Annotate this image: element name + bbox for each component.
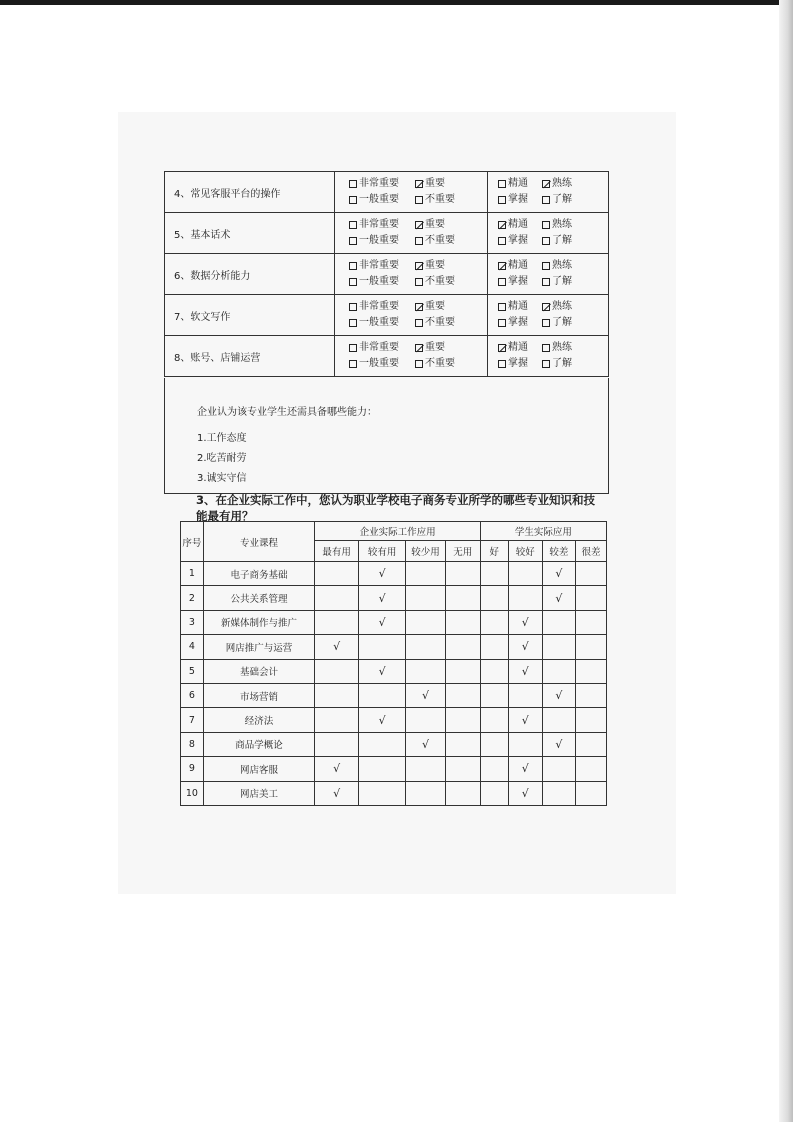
enterprise-cell[interactable] xyxy=(358,659,406,683)
checkbox-icon xyxy=(349,344,357,352)
check-mark-icon: √ xyxy=(521,762,529,776)
student-cell[interactable] xyxy=(542,659,575,683)
checkbox-label: 精通 xyxy=(508,301,528,312)
enterprise-cell[interactable] xyxy=(406,708,445,732)
student-cell[interactable] xyxy=(480,781,508,805)
checkbox-label: 不重要 xyxy=(425,235,455,246)
checkbox-label: 非常重要 xyxy=(359,342,399,353)
enterprise-cell[interactable] xyxy=(406,781,445,805)
checkbox-label: 熟练 xyxy=(552,219,572,230)
checked-box-icon xyxy=(542,180,550,188)
student-cell[interactable] xyxy=(480,708,508,732)
level-options xyxy=(488,254,609,295)
course-index: 10 xyxy=(181,781,204,805)
enterprise-cell[interactable] xyxy=(406,683,445,707)
enterprise-cell[interactable] xyxy=(315,757,358,781)
checkbox-option[interactable] xyxy=(542,192,586,208)
checkbox-label: 一般重要 xyxy=(359,194,399,205)
checkbox-icon xyxy=(415,196,423,204)
enterprise-cell[interactable] xyxy=(406,586,445,610)
student-cell[interactable] xyxy=(542,635,575,659)
checkbox-label: 了解 xyxy=(552,194,572,205)
checkbox-label: 掌握 xyxy=(508,235,528,246)
question-3-line1: 3、在企业实际工作中，您认为职业学校电子商务专业所学的哪些专业知识和技 xyxy=(196,493,595,507)
checkbox-option[interactable] xyxy=(415,340,481,356)
check-mark-icon: √ xyxy=(555,689,563,703)
question-3-title xyxy=(196,492,616,524)
student-cell[interactable] xyxy=(508,562,542,586)
checkbox-icon xyxy=(498,237,506,245)
student-cell[interactable] xyxy=(575,708,606,732)
checkbox-option[interactable] xyxy=(415,299,481,315)
student-cell[interactable] xyxy=(542,708,575,732)
student-cell[interactable] xyxy=(508,683,542,707)
checkbox-label: 精通 xyxy=(508,342,528,353)
skill-row xyxy=(165,254,609,295)
checkbox-label: 熟练 xyxy=(552,301,572,312)
course-row xyxy=(181,610,607,634)
top-scan-edge xyxy=(0,0,793,5)
enterprise-cell[interactable] xyxy=(406,610,445,634)
notes-item: 2.吃苦耐劳 xyxy=(197,453,247,464)
course-name: 网店客服 xyxy=(203,757,315,781)
checkbox-label: 不重要 xyxy=(425,358,455,369)
checkbox-option[interactable] xyxy=(542,233,586,249)
checkbox-label: 不重要 xyxy=(425,317,455,328)
skill-row xyxy=(165,213,609,254)
importance-options xyxy=(335,295,488,336)
checkbox-option[interactable] xyxy=(415,192,481,208)
enterprise-cell[interactable] xyxy=(445,635,480,659)
header-enterprise-group: 企业实际工作应用 xyxy=(315,522,480,541)
student-cell[interactable] xyxy=(480,659,508,683)
header-index: 序号 xyxy=(181,522,204,562)
course-row xyxy=(181,732,607,756)
student-cell[interactable] xyxy=(542,586,575,610)
student-cell[interactable] xyxy=(480,732,508,756)
checkbox-icon xyxy=(498,196,506,204)
enterprise-cell[interactable] xyxy=(358,610,406,634)
checkbox-icon xyxy=(415,237,423,245)
course-row xyxy=(181,781,607,805)
enterprise-cell[interactable] xyxy=(315,586,358,610)
checked-box-icon xyxy=(415,303,423,311)
checkbox-option[interactable] xyxy=(498,356,542,372)
student-cell[interactable] xyxy=(542,562,575,586)
check-mark-icon: √ xyxy=(521,713,529,727)
checkbox-label: 了解 xyxy=(552,276,572,287)
course-index: 1 xyxy=(181,562,204,586)
course-name: 市场营销 xyxy=(203,683,315,707)
course-name: 电子商务基础 xyxy=(203,562,315,586)
checkbox-label: 了解 xyxy=(552,235,572,246)
enterprise-cell[interactable] xyxy=(358,781,406,805)
importance-options xyxy=(335,254,488,295)
enterprise-cell[interactable] xyxy=(445,757,480,781)
student-cell[interactable] xyxy=(542,683,575,707)
checkbox-icon xyxy=(542,221,550,229)
header-student-col: 好 xyxy=(480,541,508,562)
checked-box-icon xyxy=(415,221,423,229)
enterprise-cell[interactable] xyxy=(445,562,480,586)
check-mark-icon: √ xyxy=(521,786,529,800)
checkbox-icon xyxy=(498,360,506,368)
checkbox-option[interactable] xyxy=(542,356,586,372)
student-cell[interactable] xyxy=(575,586,606,610)
student-cell[interactable] xyxy=(480,562,508,586)
level-options xyxy=(488,295,609,336)
enterprise-cell[interactable] xyxy=(358,683,406,707)
course-row xyxy=(181,586,607,610)
enterprise-cell[interactable] xyxy=(406,732,445,756)
skill-name: 8、账号、店铺运营 xyxy=(165,336,335,377)
student-cell[interactable] xyxy=(575,659,606,683)
header-student-group: 学生实际应用 xyxy=(480,522,606,541)
enterprise-cell[interactable] xyxy=(315,732,358,756)
enterprise-cell[interactable] xyxy=(406,757,445,781)
student-cell[interactable] xyxy=(575,683,606,707)
course-index: 5 xyxy=(181,659,204,683)
student-cell[interactable] xyxy=(508,708,542,732)
checkbox-option[interactable] xyxy=(349,233,415,249)
check-mark-icon: √ xyxy=(378,567,386,581)
check-mark-icon: √ xyxy=(333,640,341,654)
student-cell[interactable] xyxy=(575,610,606,634)
enterprise-cell[interactable] xyxy=(445,586,480,610)
level-options xyxy=(488,336,609,377)
checkbox-option[interactable] xyxy=(542,299,586,315)
header-enterprise-col: 较少用 xyxy=(406,541,445,562)
checkbox-icon xyxy=(349,303,357,311)
checkbox-label: 掌握 xyxy=(508,317,528,328)
checkbox-icon xyxy=(349,262,357,270)
checkbox-option[interactable] xyxy=(349,176,415,192)
checkbox-icon xyxy=(542,237,550,245)
checkbox-label: 了解 xyxy=(552,358,572,369)
course-name: 网店美工 xyxy=(203,781,315,805)
student-cell[interactable] xyxy=(575,635,606,659)
enterprise-cell[interactable] xyxy=(406,659,445,683)
course-row xyxy=(181,562,607,586)
skills-table xyxy=(164,171,609,377)
check-mark-icon: √ xyxy=(521,664,529,678)
enterprise-cell[interactable] xyxy=(358,586,406,610)
enterprise-cell[interactable] xyxy=(406,635,445,659)
check-mark-icon: √ xyxy=(378,664,386,678)
checkbox-option[interactable] xyxy=(349,340,415,356)
enterprise-cell[interactable] xyxy=(358,708,406,732)
student-cell[interactable] xyxy=(508,781,542,805)
enterprise-cell[interactable] xyxy=(445,610,480,634)
student-cell[interactable] xyxy=(480,635,508,659)
checkbox-label: 不重要 xyxy=(425,276,455,287)
course-name: 基础会计 xyxy=(203,659,315,683)
skill-name: 4、常见客服平台的操作 xyxy=(165,172,335,213)
checkbox-option[interactable] xyxy=(498,176,542,192)
course-index: 4 xyxy=(181,635,204,659)
checkbox-icon xyxy=(349,196,357,204)
check-mark-icon: √ xyxy=(521,615,529,629)
checkbox-icon xyxy=(542,196,550,204)
checkbox-label: 了解 xyxy=(552,317,572,328)
student-cell[interactable] xyxy=(542,732,575,756)
checkbox-option[interactable] xyxy=(349,274,415,290)
checked-box-icon xyxy=(415,344,423,352)
checkbox-option[interactable] xyxy=(349,299,415,315)
checkbox-label: 一般重要 xyxy=(359,276,399,287)
checkbox-label: 精通 xyxy=(508,178,528,189)
skill-row xyxy=(165,295,609,336)
checkbox-icon xyxy=(349,237,357,245)
checkbox-label: 一般重要 xyxy=(359,235,399,246)
checkbox-option[interactable] xyxy=(498,192,542,208)
checkbox-option[interactable] xyxy=(498,217,542,233)
checkbox-icon xyxy=(349,221,357,229)
checkbox-option[interactable] xyxy=(498,299,542,315)
checkbox-label: 非常重要 xyxy=(359,260,399,271)
checkbox-option[interactable] xyxy=(542,217,586,233)
checkbox-label: 重要 xyxy=(425,178,445,189)
checkbox-label: 掌握 xyxy=(508,358,528,369)
student-cell[interactable] xyxy=(542,781,575,805)
course-row xyxy=(181,683,607,707)
course-row xyxy=(181,635,607,659)
skill-name: 6、数据分析能力 xyxy=(165,254,335,295)
course-index: 7 xyxy=(181,708,204,732)
checked-box-icon xyxy=(498,344,506,352)
student-cell[interactable] xyxy=(480,586,508,610)
course-name: 商品学概论 xyxy=(203,732,315,756)
student-cell[interactable] xyxy=(542,757,575,781)
check-mark-icon: √ xyxy=(521,640,529,654)
checkbox-label: 重要 xyxy=(425,301,445,312)
checkbox-option[interactable] xyxy=(542,340,586,356)
checkbox-option[interactable] xyxy=(415,176,481,192)
student-cell[interactable] xyxy=(480,683,508,707)
checkbox-label: 掌握 xyxy=(508,194,528,205)
checkbox-label: 熟练 xyxy=(552,178,572,189)
course-index: 8 xyxy=(181,732,204,756)
student-cell[interactable] xyxy=(575,781,606,805)
checkbox-label: 非常重要 xyxy=(359,178,399,189)
course-index: 6 xyxy=(181,683,204,707)
course-row xyxy=(181,659,607,683)
checkbox-label: 重要 xyxy=(425,342,445,353)
enterprise-cell[interactable] xyxy=(445,708,480,732)
skill-row xyxy=(165,336,609,377)
checkbox-option[interactable] xyxy=(349,356,415,372)
checkbox-option[interactable] xyxy=(542,315,586,331)
header-enterprise-col: 较有用 xyxy=(358,541,406,562)
checkbox-icon xyxy=(498,303,506,311)
header-student-col: 很差 xyxy=(575,541,606,562)
checkbox-option[interactable] xyxy=(415,274,481,290)
checked-box-icon xyxy=(498,262,506,270)
student-cell[interactable] xyxy=(542,610,575,634)
enterprise-cell[interactable] xyxy=(315,610,358,634)
enterprise-cell[interactable] xyxy=(358,562,406,586)
skill-name: 5、基本话术 xyxy=(165,213,335,254)
enterprise-cell[interactable] xyxy=(358,635,406,659)
course-name: 新媒体制作与推广 xyxy=(203,610,315,634)
checkbox-icon xyxy=(498,319,506,327)
enterprise-cell[interactable] xyxy=(445,659,480,683)
checkbox-option[interactable] xyxy=(498,274,542,290)
checkbox-label: 重要 xyxy=(425,260,445,271)
checkbox-icon xyxy=(542,278,550,286)
enterprise-cell[interactable] xyxy=(445,683,480,707)
student-cell[interactable] xyxy=(480,757,508,781)
checkbox-label: 掌握 xyxy=(508,276,528,287)
check-mark-icon: √ xyxy=(555,567,563,581)
enterprise-cell[interactable] xyxy=(315,659,358,683)
checkbox-icon xyxy=(542,360,550,368)
question-3-line2: 能最有用？ xyxy=(196,509,254,523)
header-enterprise-col: 最有用 xyxy=(315,541,358,562)
enterprise-cell[interactable] xyxy=(406,562,445,586)
checkbox-label: 不重要 xyxy=(425,194,455,205)
importance-options xyxy=(335,172,488,213)
enterprise-cell[interactable] xyxy=(315,562,358,586)
checkbox-option[interactable] xyxy=(542,274,586,290)
header-course: 专业课程 xyxy=(203,522,315,562)
enterprise-cell[interactable] xyxy=(315,708,358,732)
checkbox-option[interactable] xyxy=(498,233,542,249)
student-cell[interactable] xyxy=(480,610,508,634)
check-mark-icon: √ xyxy=(333,762,341,776)
notes-box xyxy=(164,378,609,494)
checkbox-label: 精通 xyxy=(508,260,528,271)
checkbox-option[interactable] xyxy=(349,315,415,331)
header-enterprise-col: 无用 xyxy=(445,541,480,562)
header-student-col: 较好 xyxy=(508,541,542,562)
checkbox-icon xyxy=(542,319,550,327)
checkbox-option[interactable] xyxy=(498,315,542,331)
checkbox-option[interactable] xyxy=(349,258,415,274)
skill-row xyxy=(165,172,609,213)
checked-box-icon xyxy=(498,221,506,229)
checkbox-option[interactable] xyxy=(415,356,481,372)
level-options xyxy=(488,213,609,254)
check-mark-icon: √ xyxy=(333,786,341,800)
check-mark-icon: √ xyxy=(378,713,386,727)
checkbox-option[interactable] xyxy=(542,258,586,274)
checkbox-option[interactable] xyxy=(498,258,542,274)
student-cell[interactable] xyxy=(508,586,542,610)
checkbox-icon xyxy=(498,278,506,286)
importance-options xyxy=(335,213,488,254)
notes-title: 企业认为该专业学生还需具备哪些能力： xyxy=(197,407,377,418)
checked-box-icon xyxy=(415,180,423,188)
course-name: 网店推广与运营 xyxy=(203,635,315,659)
check-mark-icon: √ xyxy=(555,591,563,605)
checkbox-label: 非常重要 xyxy=(359,301,399,312)
checkbox-option[interactable] xyxy=(415,217,481,233)
checked-box-icon xyxy=(542,303,550,311)
student-cell[interactable] xyxy=(575,562,606,586)
checkbox-label: 非常重要 xyxy=(359,219,399,230)
checkbox-label: 熟练 xyxy=(552,342,572,353)
checkbox-option[interactable] xyxy=(415,233,481,249)
checkbox-icon xyxy=(415,360,423,368)
notes-item: 1.工作态度 xyxy=(197,433,247,444)
student-cell[interactable] xyxy=(508,659,542,683)
checkbox-label: 一般重要 xyxy=(359,317,399,328)
notes-item: 3.诚实守信 xyxy=(197,473,247,484)
check-mark-icon: √ xyxy=(378,591,386,605)
checkbox-option[interactable] xyxy=(542,176,586,192)
checkbox-icon xyxy=(415,278,423,286)
course-index: 9 xyxy=(181,757,204,781)
student-cell[interactable] xyxy=(508,635,542,659)
student-cell[interactable] xyxy=(508,732,542,756)
student-cell[interactable] xyxy=(575,757,606,781)
course-row xyxy=(181,757,607,781)
right-scan-edge xyxy=(779,0,793,1122)
enterprise-cell[interactable] xyxy=(315,635,358,659)
checkbox-icon xyxy=(498,180,506,188)
checkbox-label: 一般重要 xyxy=(359,358,399,369)
checkbox-option[interactable] xyxy=(498,340,542,356)
check-mark-icon: √ xyxy=(378,615,386,629)
checkbox-icon xyxy=(349,360,357,368)
checkbox-icon xyxy=(542,262,550,270)
checkbox-icon xyxy=(415,319,423,327)
course-name: 公共关系管理 xyxy=(203,586,315,610)
enterprise-cell[interactable] xyxy=(358,757,406,781)
course-row xyxy=(181,708,607,732)
courses-table xyxy=(180,521,607,806)
enterprise-cell[interactable] xyxy=(445,732,480,756)
level-options xyxy=(488,172,609,213)
checkbox-option[interactable] xyxy=(415,315,481,331)
checkbox-icon xyxy=(349,278,357,286)
check-mark-icon: √ xyxy=(421,689,429,703)
checkbox-option[interactable] xyxy=(349,217,415,233)
enterprise-cell[interactable] xyxy=(315,781,358,805)
header-student-col: 较差 xyxy=(542,541,575,562)
checkbox-icon xyxy=(542,344,550,352)
checked-box-icon xyxy=(415,262,423,270)
importance-options xyxy=(335,336,488,377)
enterprise-cell[interactable] xyxy=(315,683,358,707)
student-cell[interactable] xyxy=(508,757,542,781)
checkbox-option[interactable] xyxy=(415,258,481,274)
student-cell[interactable] xyxy=(575,732,606,756)
checkbox-label: 重要 xyxy=(425,219,445,230)
skill-name: 7、软文写作 xyxy=(165,295,335,336)
checkbox-option[interactable] xyxy=(349,192,415,208)
enterprise-cell[interactable] xyxy=(358,732,406,756)
course-name: 经济法 xyxy=(203,708,315,732)
student-cell[interactable] xyxy=(508,610,542,634)
checkbox-label: 熟练 xyxy=(552,260,572,271)
checkbox-icon xyxy=(349,180,357,188)
checkbox-label: 精通 xyxy=(508,219,528,230)
course-index: 2 xyxy=(181,586,204,610)
check-mark-icon: √ xyxy=(555,737,563,751)
check-mark-icon: √ xyxy=(421,737,429,751)
enterprise-cell[interactable] xyxy=(445,781,480,805)
course-index: 3 xyxy=(181,610,204,634)
checkbox-icon xyxy=(349,319,357,327)
